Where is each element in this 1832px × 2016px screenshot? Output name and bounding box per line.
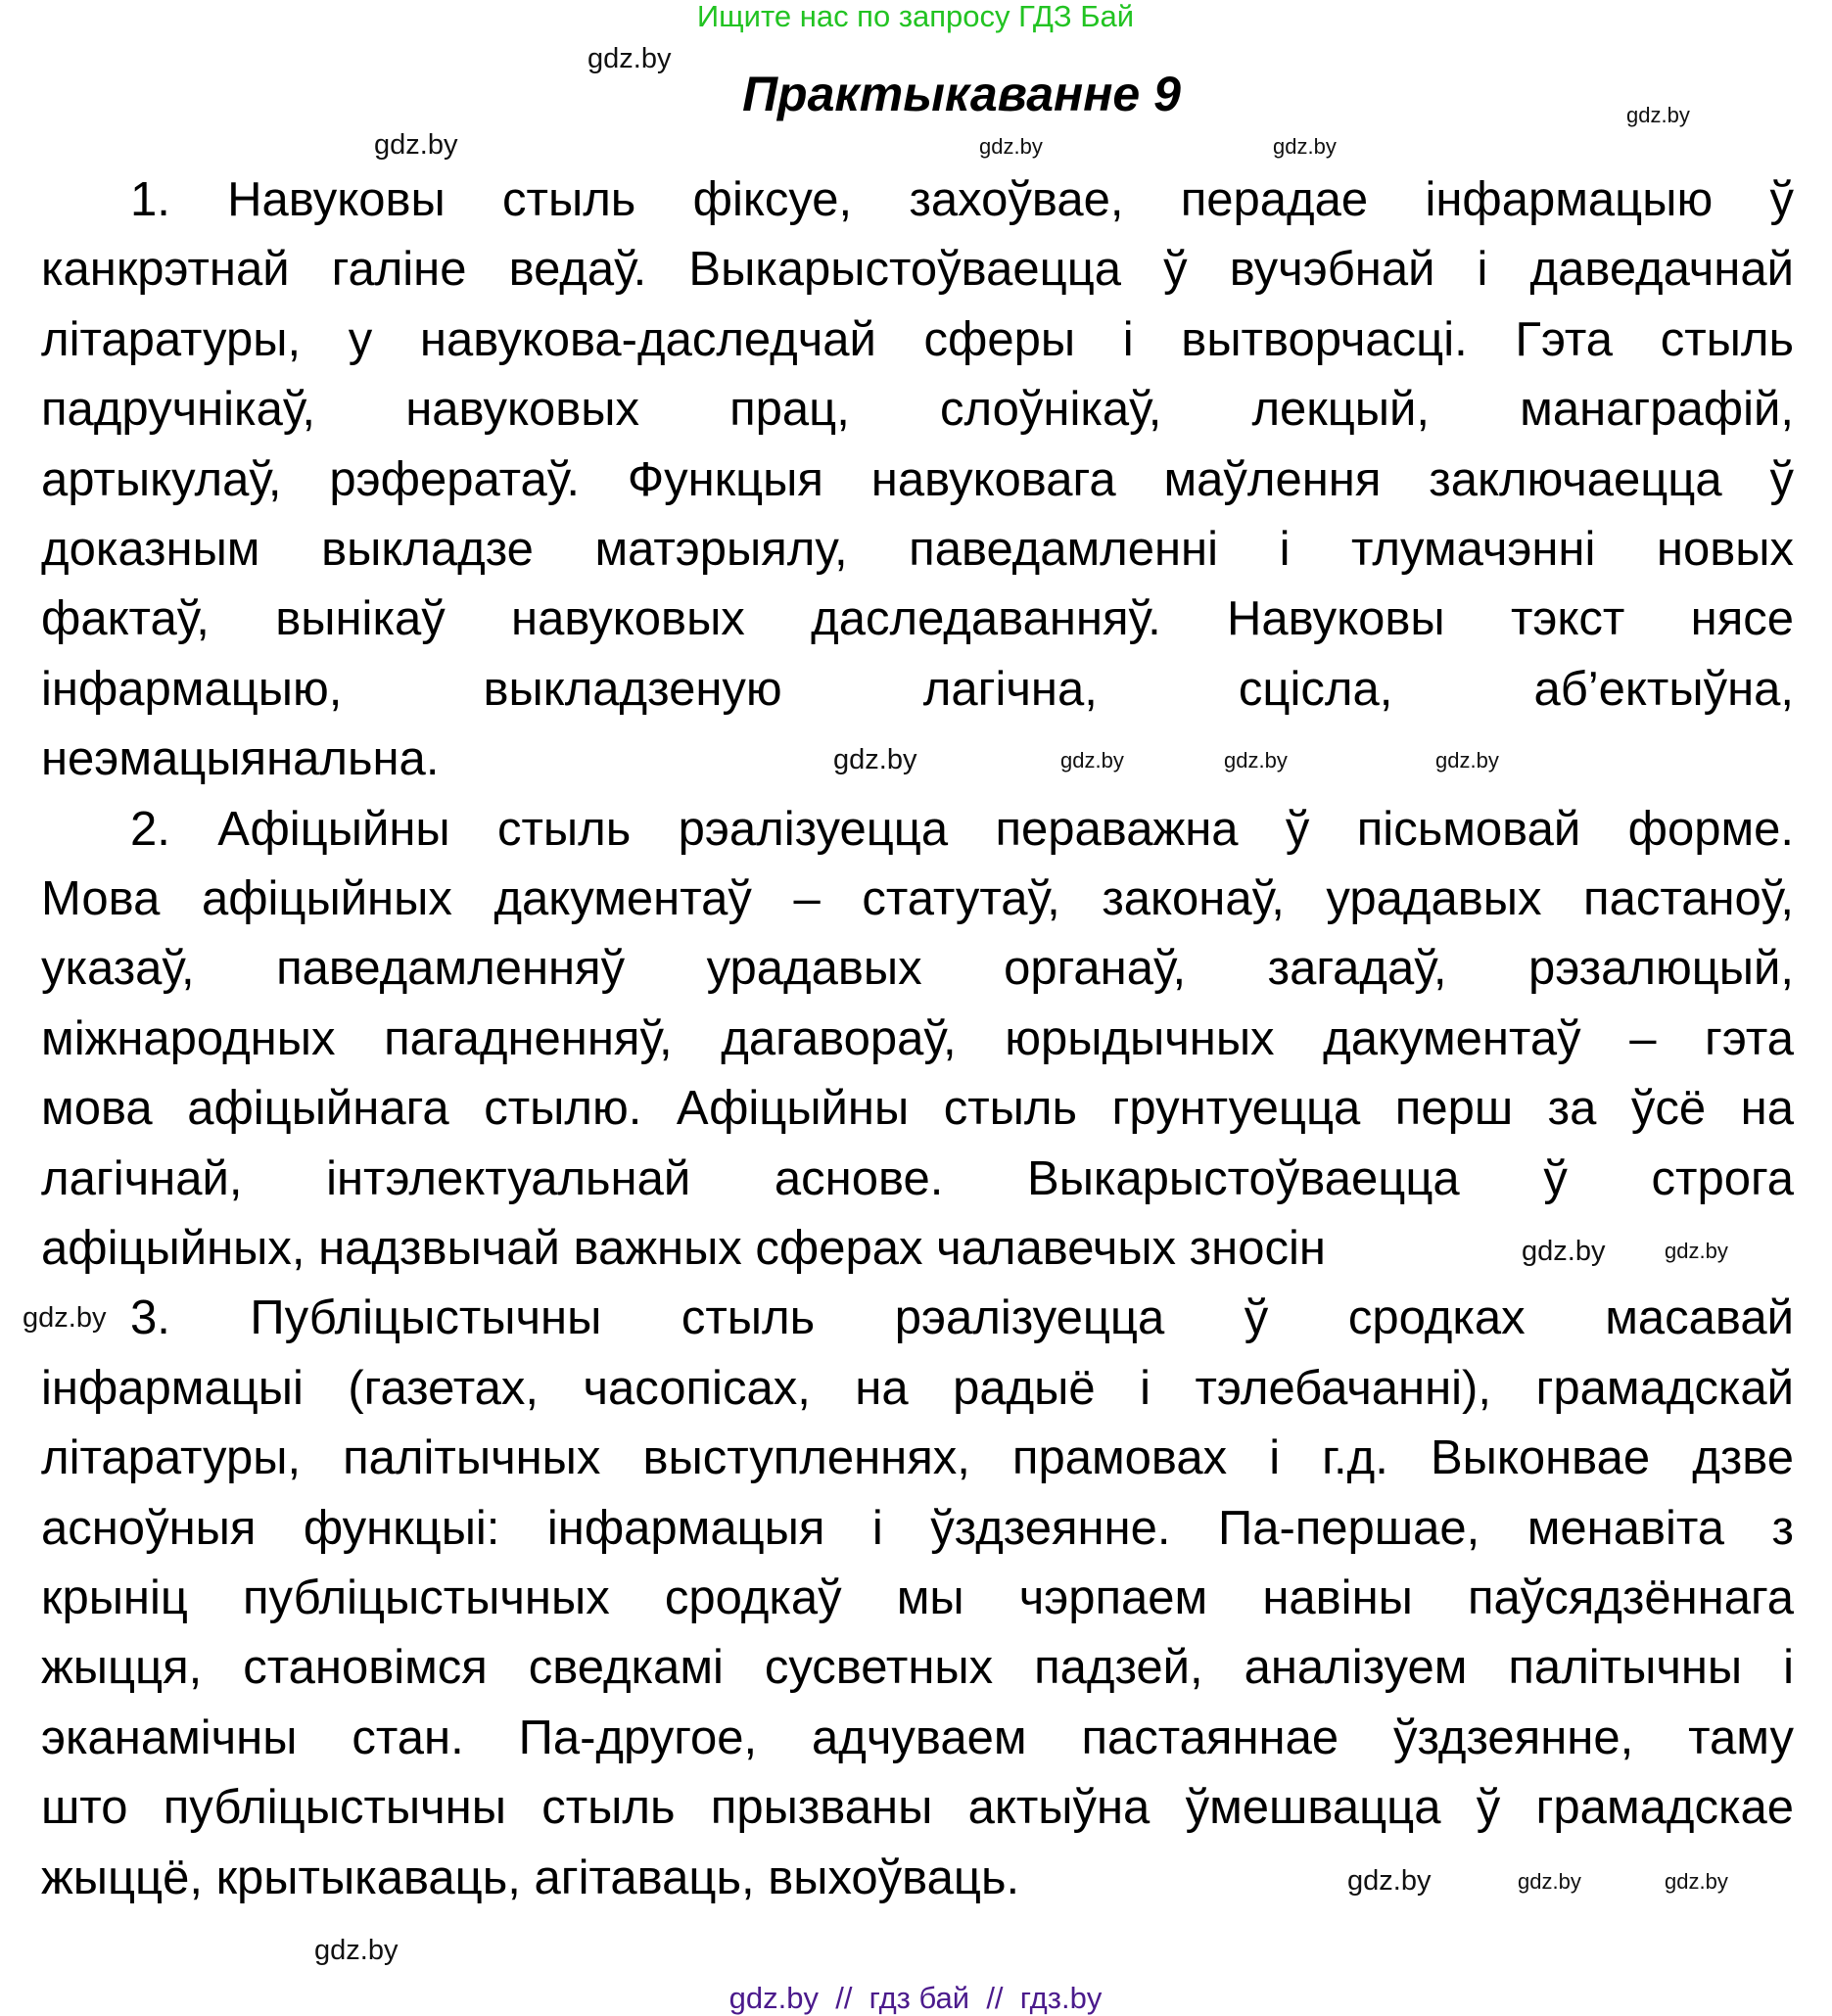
- watermark: gdz.by: [1060, 748, 1124, 773]
- paragraph-line: фактаў, вынікаў навуковых даследаванняў. Навуковы тэкст нясе: [41, 592, 1794, 646]
- watermark: gdz.by: [1273, 134, 1337, 159]
- paragraph-line: літаратуры, у навукова-даследчай сферы і вытворчасці. Гэта стыль: [41, 312, 1794, 366]
- paragraph-line: указаў, паведамленняў урадавых органаў, загадаў, рэзалюцый,: [41, 942, 1794, 996]
- watermark: gdz.by: [1665, 1239, 1728, 1263]
- page-title: Практыкаванне 9: [742, 67, 1181, 121]
- watermark: gdz.by: [1518, 1869, 1581, 1894]
- paragraph-line: 3. Публіцыстычны стыль рэалізуецца ў сродках масавай: [130, 1291, 1794, 1345]
- watermark: gdz.by: [314, 1935, 399, 1966]
- watermark: gdz.by: [1347, 1865, 1432, 1897]
- paragraph-line: Мова афіцыйных дакументаў – статутаў, законаў, урадавых пастаноў,: [41, 872, 1794, 925]
- paragraph-line: крыніц публіцыстычных сродкаў мы чэрпаем навіны паўсядзённага: [41, 1571, 1794, 1624]
- watermark: gdz.by: [833, 744, 917, 775]
- watermark: gdz.by: [979, 134, 1043, 159]
- paragraph-line: што публіцыстычны стыль прызваны актыўна ўмешвацца ў грамадскае: [41, 1781, 1794, 1835]
- paragraph-line: неэмацыянальна.: [41, 732, 440, 786]
- paragraph-line: артыкулаў, рэфератаў. Функцыя навуковага маўлення заключаецца ў: [41, 452, 1794, 506]
- watermark: gdz.by: [1626, 103, 1690, 127]
- paragraph-line: падручнікаў, навуковых прац, слоўнікаў, лекцый, манаграфій,: [41, 383, 1794, 437]
- paragraph-line: канкрэтнай галіне ведаў. Выкарыстоўваецца ў вучэбнай і даведачнай: [41, 243, 1794, 297]
- paragraph-line: эканамічны стан. Па-другое, адчуваем пастаяннае ўздзеянне, таму: [41, 1711, 1794, 1764]
- search-hint: Ищите нас по запросу ГДЗ Бай: [696, 0, 1135, 33]
- paragraph-line: мова афіцыйнага стылю. Афіцыйны стыль грунтуецца перш за ўсё на: [41, 1082, 1794, 1136]
- footer-links[interactable]: gdz.by // гдз бай // гдз.by: [728, 1981, 1103, 2015]
- paragraph-line: 1. Навуковы стыль фіксуе, захоўвае, перадае інфармацыю ў: [130, 173, 1794, 226]
- paragraph-line: 2. Афіцыйны стыль рэалізуецца пераважна ў пісьмовай форме.: [130, 802, 1794, 856]
- watermark: gdz.by: [374, 129, 458, 161]
- paragraph-line: інфармацыю, выкладзеную лагічна, сцісла, аб’ектыўна,: [41, 662, 1794, 716]
- paragraph-line: літаратуры, палітычных выступленнях, прамовах і г.д. Выконвае дзве: [41, 1431, 1794, 1485]
- watermark: gdz.by: [1224, 748, 1288, 773]
- watermark: gdz.by: [23, 1302, 107, 1334]
- watermark: gdz.by: [1435, 748, 1499, 773]
- paragraph-line: жыццё, крытыкаваць, агітаваць, выхоўваць.: [41, 1851, 1020, 1904]
- paragraph-line: жыцця, становімся сведкамі сусветных падзей, аналізуем палітычны і: [41, 1641, 1794, 1695]
- watermark: gdz.by: [1665, 1869, 1728, 1894]
- watermark: gdz.by: [587, 43, 672, 74]
- paragraph-line: асноўныя функцыі: інфармацыя і ўздзеянне. Па-першае, менавіта з: [41, 1501, 1794, 1555]
- watermark: gdz.by: [1522, 1236, 1606, 1267]
- paragraph-line: афіцыйных, надзвычай важных сферах чалавечых зносін: [41, 1222, 1326, 1275]
- paragraph-line: міжнародных пагадненняў, дагавораў, юрыдычных дакументаў – гэта: [41, 1011, 1794, 1065]
- paragraph-line: інфармацыі (газетах, часопісах, на радыё і тэлебачанні), грамадскай: [41, 1361, 1794, 1415]
- paragraph-line: доказным выкладзе матэрыялу, паведамленні і тлумачэнні новых: [41, 523, 1794, 576]
- paragraph-line: лагічнай, інтэлектуальнай аснове. Выкарыстоўваецца ў строга: [41, 1151, 1794, 1205]
